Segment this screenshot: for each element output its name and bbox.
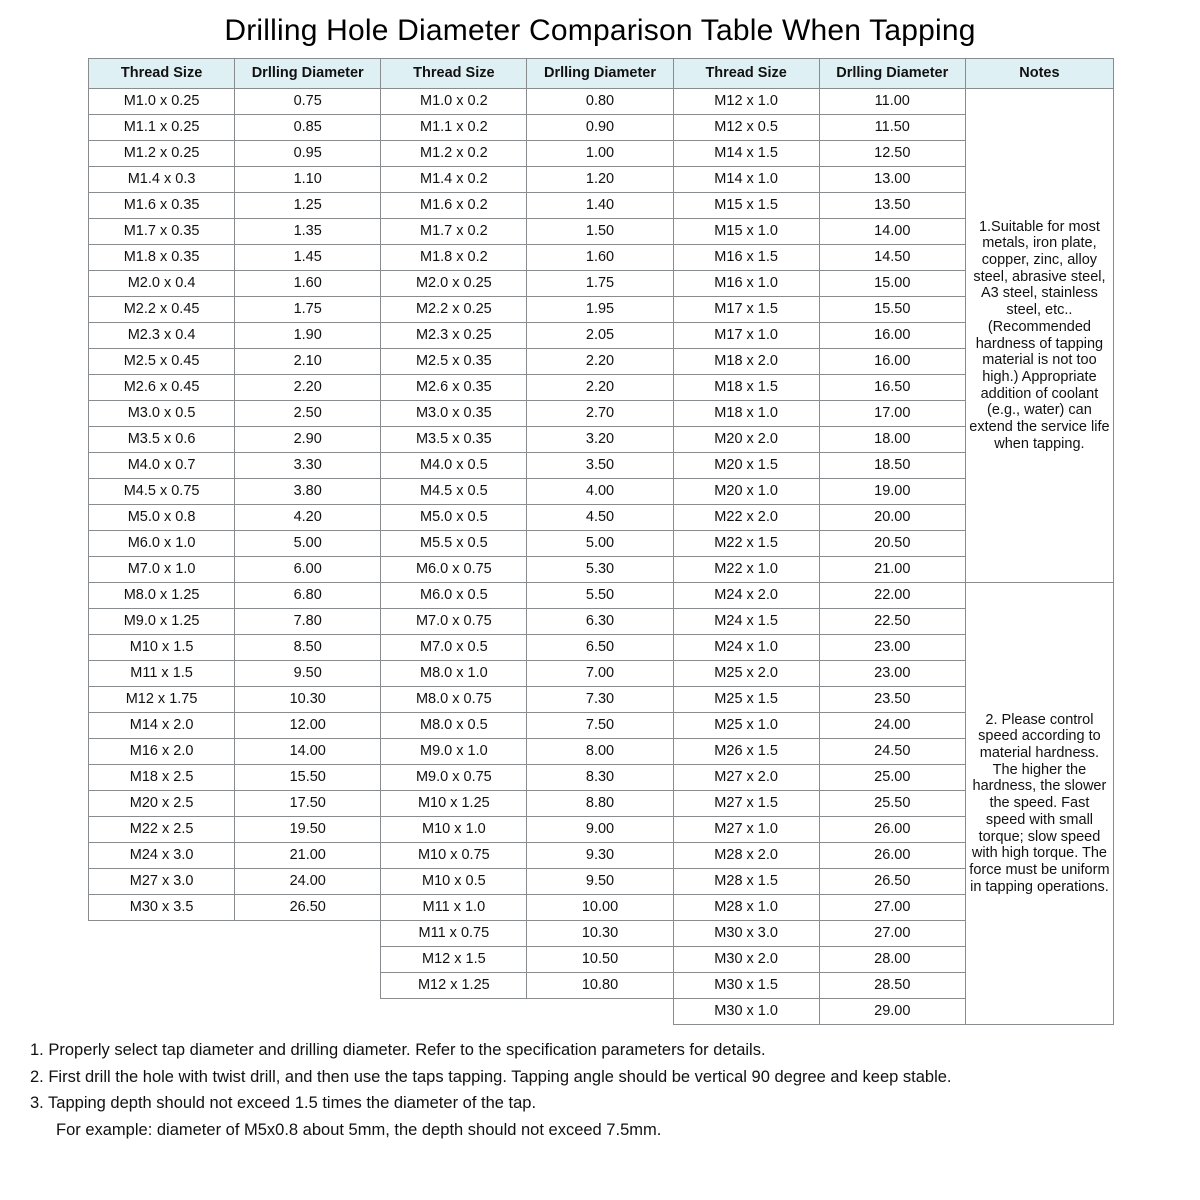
table-cell-thread-size: M2.6 x 0.45 [89, 375, 235, 401]
table-cell-drilling-diameter: 9.50 [235, 661, 381, 687]
table-cell-thread-size: M20 x 1.5 [673, 453, 819, 479]
table-cell-thread-size: M5.5 x 0.5 [381, 531, 527, 557]
table-cell-thread-size: M2.5 x 0.35 [381, 349, 527, 375]
table-cell-drilling-diameter: 1.75 [527, 271, 673, 297]
table-cell-drilling-diameter: 26.00 [819, 817, 965, 843]
table-cell-thread-size: M30 x 3.0 [673, 921, 819, 947]
table-row [89, 193, 1114, 219]
table-cell-thread-size: M18 x 1.0 [673, 401, 819, 427]
table-cell-drilling-diameter: 2.10 [235, 349, 381, 375]
table-cell-thread-size: M25 x 1.0 [673, 713, 819, 739]
footnote-1: 1. Properly select tap diameter and drilling diameter. Refer to the specification parameters for details. [30, 1041, 766, 1059]
table-cell-thread-size: M26 x 1.5 [673, 739, 819, 765]
table-cell-thread-size: M25 x 1.5 [673, 687, 819, 713]
table-row [89, 297, 1114, 323]
footnote-3-example: For example: diameter of M5x0.8 about 5mm, the depth should not exceed 7.5mm. [56, 1121, 662, 1140]
table-row [89, 791, 1114, 817]
table-cell-drilling-diameter: 3.30 [235, 453, 381, 479]
table-cell-thread-size: M9.0 x 0.75 [381, 765, 527, 791]
footnote-2: 2. First drill the hole with twist drill, and then use the taps tapping. Tapping angle should be vertical 90 degree and keep stable. [30, 1067, 952, 1086]
table-cell-drilling-diameter: 13.50 [819, 193, 965, 219]
table-cell-thread-size: M11 x 0.75 [381, 921, 527, 947]
table-cell-drilling-diameter: 1.95 [527, 297, 673, 323]
table-cell-thread-size: M1.8 x 0.2 [381, 245, 527, 271]
table-cell-thread-size: M30 x 3.5 [89, 895, 235, 921]
table-cell-thread-size: M16 x 2.0 [89, 739, 235, 765]
table-cell-thread-size: M22 x 1.0 [673, 557, 819, 583]
table-cell-drilling-diameter: 7.00 [527, 661, 673, 687]
table-row [89, 843, 1114, 869]
table-cell-thread-size: M6.0 x 0.5 [381, 583, 527, 609]
table-cell-thread-size: M4.5 x 0.75 [89, 479, 235, 505]
table-cell-drilling-diameter: 13.00 [819, 167, 965, 193]
table-cell-drilling-diameter: 0.85 [235, 115, 381, 141]
column-header-thread-size-2: Thread Size [381, 59, 527, 89]
table-cell-thread-size: M1.7 x 0.35 [89, 219, 235, 245]
table-cell-thread-size: M4.0 x 0.7 [89, 453, 235, 479]
table-cell-drilling-diameter: 6.30 [527, 609, 673, 635]
table-cell-drilling-diameter: 19.00 [819, 479, 965, 505]
table-row [89, 713, 1114, 739]
table-cell-drilling-diameter: 11.50 [819, 115, 965, 141]
table-cell-empty [235, 947, 381, 973]
table-cell-drilling-diameter: 24.50 [819, 739, 965, 765]
table-cell-thread-size: M8.0 x 1.25 [89, 583, 235, 609]
table-cell-thread-size: M22 x 1.5 [673, 531, 819, 557]
table-cell-drilling-diameter: 21.00 [235, 843, 381, 869]
table-cell-empty [89, 973, 235, 999]
table-cell-thread-size: M18 x 1.5 [673, 375, 819, 401]
table-cell-thread-size: M1.6 x 0.2 [381, 193, 527, 219]
table-cell-empty [235, 973, 381, 999]
table-cell-drilling-diameter: 24.00 [819, 713, 965, 739]
table-cell-drilling-diameter: 0.80 [527, 89, 673, 115]
table-row [89, 167, 1114, 193]
table-cell-thread-size: M9.0 x 1.25 [89, 609, 235, 635]
table-cell-drilling-diameter: 10.00 [527, 895, 673, 921]
table-cell-drilling-diameter: 1.20 [527, 167, 673, 193]
table-cell-drilling-diameter: 20.00 [819, 505, 965, 531]
table-row [89, 635, 1114, 661]
table-row [89, 973, 1114, 999]
table-row [89, 869, 1114, 895]
table-cell-drilling-diameter: 15.50 [819, 297, 965, 323]
column-header-drilling-diameter-2: Drlling Diameter [527, 59, 673, 89]
table-row [89, 323, 1114, 349]
table-cell-thread-size: M7.0 x 0.5 [381, 635, 527, 661]
table-cell-drilling-diameter: 15.50 [235, 765, 381, 791]
table-cell-thread-size: M27 x 1.5 [673, 791, 819, 817]
table-cell-drilling-diameter: 1.40 [527, 193, 673, 219]
table-cell-thread-size: M10 x 1.25 [381, 791, 527, 817]
table-cell-drilling-diameter: 18.00 [819, 427, 965, 453]
table-cell-thread-size: M2.0 x 0.25 [381, 271, 527, 297]
table-cell-drilling-diameter: 23.00 [819, 635, 965, 661]
header-row [89, 59, 1114, 89]
table-cell-drilling-diameter: 9.30 [527, 843, 673, 869]
table-cell-empty [381, 999, 527, 1025]
table-cell-thread-size: M16 x 1.5 [673, 245, 819, 271]
table-cell-thread-size: M1.1 x 0.2 [381, 115, 527, 141]
table-row [89, 999, 1114, 1025]
table-cell-thread-size: M1.8 x 0.35 [89, 245, 235, 271]
table-cell-drilling-diameter: 10.80 [527, 973, 673, 999]
table-cell-drilling-diameter: 17.50 [235, 791, 381, 817]
table-row [89, 895, 1114, 921]
table-cell-thread-size: M14 x 1.0 [673, 167, 819, 193]
table-cell-thread-size: M24 x 1.0 [673, 635, 819, 661]
table-cell-thread-size: M14 x 2.0 [89, 713, 235, 739]
table-row [89, 921, 1114, 947]
table-cell-drilling-diameter: 1.10 [235, 167, 381, 193]
table-row [89, 453, 1114, 479]
table-cell-thread-size: M30 x 1.5 [673, 973, 819, 999]
table-row [89, 89, 1114, 115]
table-cell-thread-size: M3.0 x 0.5 [89, 401, 235, 427]
table-cell-thread-size: M24 x 3.0 [89, 843, 235, 869]
table-cell-drilling-diameter: 17.00 [819, 401, 965, 427]
table-cell-drilling-diameter: 1.25 [235, 193, 381, 219]
table-cell-thread-size: M2.0 x 0.4 [89, 271, 235, 297]
table-cell-thread-size: M1.2 x 0.25 [89, 141, 235, 167]
table-cell-thread-size: M15 x 1.5 [673, 193, 819, 219]
table-row [89, 661, 1114, 687]
table-cell-drilling-diameter: 1.50 [527, 219, 673, 245]
table-cell-thread-size: M1.6 x 0.35 [89, 193, 235, 219]
table-cell-drilling-diameter: 2.70 [527, 401, 673, 427]
table-cell-thread-size: M8.0 x 1.0 [381, 661, 527, 687]
table-cell-thread-size: M24 x 2.0 [673, 583, 819, 609]
table-cell-thread-size: M27 x 2.0 [673, 765, 819, 791]
table-cell-thread-size: M3.5 x 0.6 [89, 427, 235, 453]
table-cell-drilling-diameter: 27.00 [819, 921, 965, 947]
table-row [89, 375, 1114, 401]
table-cell-drilling-diameter: 6.50 [527, 635, 673, 661]
table-cell-drilling-diameter: 24.00 [235, 869, 381, 895]
table-cell-thread-size: M8.0 x 0.5 [381, 713, 527, 739]
table-row [89, 583, 1114, 609]
notes-cell-1: 1.Suitable for most metals, iron plate, copper, zinc, alloy steel, abrasive steel, A3 steel, stainless steel, etc..(Recommended hardness of tapping material is not too high.) Appropriate addition of coolant (e.g., water) can extend the service life when tapping. [965, 89, 1113, 583]
table-row [89, 349, 1114, 375]
table-cell-thread-size: M1.0 x 0.25 [89, 89, 235, 115]
table-header [89, 59, 1114, 89]
table-cell-thread-size: M1.0 x 0.2 [381, 89, 527, 115]
table-cell-thread-size: M1.7 x 0.2 [381, 219, 527, 245]
table-cell-drilling-diameter: 2.20 [235, 375, 381, 401]
table-cell-thread-size: M27 x 3.0 [89, 869, 235, 895]
table-cell-thread-size: M12 x 1.75 [89, 687, 235, 713]
table-cell-thread-size: M8.0 x 0.75 [381, 687, 527, 713]
table-cell-thread-size: M25 x 2.0 [673, 661, 819, 687]
table-cell-thread-size: M30 x 2.0 [673, 947, 819, 973]
table-cell-empty [235, 921, 381, 947]
table-cell-drilling-diameter: 11.00 [819, 89, 965, 115]
table-row [89, 947, 1114, 973]
table-cell-drilling-diameter: 3.20 [527, 427, 673, 453]
table-row [89, 765, 1114, 791]
table-cell-drilling-diameter: 1.60 [527, 245, 673, 271]
table-row [89, 115, 1114, 141]
table-cell-drilling-diameter: 26.50 [235, 895, 381, 921]
table-cell-thread-size: M20 x 2.0 [673, 427, 819, 453]
table-row [89, 245, 1114, 271]
table-cell-thread-size: M5.0 x 0.8 [89, 505, 235, 531]
table-cell-thread-size: M1.4 x 0.3 [89, 167, 235, 193]
table-cell-empty [235, 999, 381, 1025]
footnote-3: 3. Tapping depth should not exceed 1.5 times the diameter of the tap. [30, 1094, 537, 1113]
table-cell-drilling-diameter: 5.50 [527, 583, 673, 609]
table-cell-drilling-diameter: 9.50 [527, 869, 673, 895]
table-cell-drilling-diameter: 8.80 [527, 791, 673, 817]
table-cell-drilling-diameter: 25.00 [819, 765, 965, 791]
table-cell-thread-size: M28 x 1.5 [673, 869, 819, 895]
table-cell-drilling-diameter: 2.90 [235, 427, 381, 453]
column-header-notes: Notes [965, 59, 1113, 89]
table-cell-drilling-diameter: 4.50 [527, 505, 673, 531]
table-cell-drilling-diameter: 3.50 [527, 453, 673, 479]
table-cell-drilling-diameter: 22.00 [819, 583, 965, 609]
table-cell-drilling-diameter: 27.00 [819, 895, 965, 921]
table-row [89, 609, 1114, 635]
table-cell-thread-size: M28 x 2.0 [673, 843, 819, 869]
table-cell-thread-size: M2.3 x 0.25 [381, 323, 527, 349]
table-cell-drilling-diameter: 5.00 [527, 531, 673, 557]
table-cell-drilling-diameter: 8.00 [527, 739, 673, 765]
table-cell-drilling-diameter: 1.60 [235, 271, 381, 297]
table-cell-thread-size: M14 x 1.5 [673, 141, 819, 167]
table-row [89, 557, 1114, 583]
table-cell-drilling-diameter: 2.05 [527, 323, 673, 349]
table-cell-thread-size: M12 x 0.5 [673, 115, 819, 141]
page-title: Drilling Hole Diameter Comparison Table When Tapping [224, 14, 976, 47]
table-row [89, 271, 1114, 297]
table-cell-drilling-diameter: 14.00 [235, 739, 381, 765]
column-header-thread-size-1: Thread Size [89, 59, 235, 89]
table-cell-thread-size: M7.0 x 1.0 [89, 557, 235, 583]
table-cell-thread-size: M12 x 1.0 [673, 89, 819, 115]
table-container [0, 58, 1200, 1025]
table-cell-drilling-diameter: 22.50 [819, 609, 965, 635]
column-header-drilling-diameter-3: Drlling Diameter [819, 59, 965, 89]
table-cell-thread-size: M1.4 x 0.2 [381, 167, 527, 193]
table-cell-thread-size: M18 x 2.5 [89, 765, 235, 791]
table-cell-thread-size: M2.2 x 0.25 [381, 297, 527, 323]
table-cell-thread-size: M16 x 1.0 [673, 271, 819, 297]
table-cell-drilling-diameter: 16.50 [819, 375, 965, 401]
table-cell-drilling-diameter: 1.75 [235, 297, 381, 323]
table-cell-empty [89, 999, 235, 1025]
table-cell-thread-size: M1.1 x 0.25 [89, 115, 235, 141]
table-cell-drilling-diameter: 0.90 [527, 115, 673, 141]
table-cell-thread-size: M27 x 1.0 [673, 817, 819, 843]
table-cell-thread-size: M17 x 1.5 [673, 297, 819, 323]
table-cell-drilling-diameter: 10.50 [527, 947, 673, 973]
table-cell-drilling-diameter: 28.00 [819, 947, 965, 973]
table-cell-drilling-diameter: 4.20 [235, 505, 381, 531]
table-cell-thread-size: M20 x 1.0 [673, 479, 819, 505]
table-cell-drilling-diameter: 3.80 [235, 479, 381, 505]
table-cell-drilling-diameter: 19.50 [235, 817, 381, 843]
table-cell-drilling-diameter: 7.50 [527, 713, 673, 739]
table-cell-drilling-diameter: 2.20 [527, 375, 673, 401]
table-cell-drilling-diameter: 10.30 [527, 921, 673, 947]
table-cell-thread-size: M6.0 x 1.0 [89, 531, 235, 557]
table-row [89, 531, 1114, 557]
table-row [89, 687, 1114, 713]
table-cell-drilling-diameter: 29.00 [819, 999, 965, 1025]
table-cell-drilling-diameter: 21.00 [819, 557, 965, 583]
table-row [89, 505, 1114, 531]
table-cell-thread-size: M17 x 1.0 [673, 323, 819, 349]
table-cell-thread-size: M11 x 1.5 [89, 661, 235, 687]
table-cell-thread-size: M5.0 x 0.5 [381, 505, 527, 531]
table-cell-drilling-diameter: 12.00 [235, 713, 381, 739]
table-cell-thread-size: M3.0 x 0.35 [381, 401, 527, 427]
notes-cell-2: 2. Please control speed according to material hardness. The higher the hardness, the slower the speed. Fast speed with small torque; slow speed with high torque. The force must be uniform in tapping operations. [965, 583, 1113, 1025]
table-cell-thread-size: M4.5 x 0.5 [381, 479, 527, 505]
table-row [89, 427, 1114, 453]
column-header-thread-size-3: Thread Size [673, 59, 819, 89]
table-cell-drilling-diameter: 1.45 [235, 245, 381, 271]
table-cell-drilling-diameter: 0.75 [235, 89, 381, 115]
table-cell-drilling-diameter: 9.00 [527, 817, 673, 843]
table-cell-thread-size: M20 x 2.5 [89, 791, 235, 817]
table-cell-empty [89, 921, 235, 947]
table-cell-thread-size: M10 x 1.0 [381, 817, 527, 843]
table-cell-drilling-diameter: 7.80 [235, 609, 381, 635]
table-cell-drilling-diameter: 6.00 [235, 557, 381, 583]
table-cell-drilling-diameter: 2.50 [235, 401, 381, 427]
table-cell-thread-size: M1.2 x 0.2 [381, 141, 527, 167]
table-cell-thread-size: M2.2 x 0.45 [89, 297, 235, 323]
table-cell-thread-size: M6.0 x 0.75 [381, 557, 527, 583]
table-cell-drilling-diameter: 28.50 [819, 973, 965, 999]
table-cell-thread-size: M2.3 x 0.4 [89, 323, 235, 349]
table-cell-thread-size: M10 x 0.75 [381, 843, 527, 869]
table-cell-thread-size: M22 x 2.5 [89, 817, 235, 843]
table-cell-thread-size: M12 x 1.5 [381, 947, 527, 973]
table-cell-thread-size: M9.0 x 1.0 [381, 739, 527, 765]
table-cell-thread-size: M22 x 2.0 [673, 505, 819, 531]
table-cell-drilling-diameter: 16.00 [819, 323, 965, 349]
table-cell-empty [527, 999, 673, 1025]
table-cell-thread-size: M18 x 2.0 [673, 349, 819, 375]
table-cell-drilling-diameter: 8.30 [527, 765, 673, 791]
table-cell-drilling-diameter: 6.80 [235, 583, 381, 609]
table-cell-drilling-diameter: 20.50 [819, 531, 965, 557]
table-row [89, 219, 1114, 245]
table-cell-drilling-diameter: 5.00 [235, 531, 381, 557]
drilling-diameter-table [88, 58, 1114, 1025]
table-row [89, 141, 1114, 167]
table-cell-drilling-diameter: 7.30 [527, 687, 673, 713]
table-cell-thread-size: M10 x 0.5 [381, 869, 527, 895]
table-cell-drilling-diameter: 10.30 [235, 687, 381, 713]
table-cell-thread-size: M2.6 x 0.35 [381, 375, 527, 401]
table-cell-drilling-diameter: 14.50 [819, 245, 965, 271]
table-cell-thread-size: M2.5 x 0.45 [89, 349, 235, 375]
table-cell-thread-size: M15 x 1.0 [673, 219, 819, 245]
table-cell-drilling-diameter: 12.50 [819, 141, 965, 167]
table-cell-thread-size: M28 x 1.0 [673, 895, 819, 921]
table-cell-drilling-diameter: 14.00 [819, 219, 965, 245]
table-cell-drilling-diameter: 25.50 [819, 791, 965, 817]
column-header-drilling-diameter-1: Drlling Diameter [235, 59, 381, 89]
table-row [89, 739, 1114, 765]
table-cell-thread-size: M7.0 x 0.75 [381, 609, 527, 635]
table-row [89, 479, 1114, 505]
table-cell-empty [89, 947, 235, 973]
table-cell-thread-size: M3.5 x 0.35 [381, 427, 527, 453]
table-cell-drilling-diameter: 1.90 [235, 323, 381, 349]
table-cell-drilling-diameter: 26.50 [819, 869, 965, 895]
table-cell-drilling-diameter: 23.00 [819, 661, 965, 687]
table-cell-thread-size: M24 x 1.5 [673, 609, 819, 635]
table-cell-thread-size: M4.0 x 0.5 [381, 453, 527, 479]
table-row [89, 817, 1114, 843]
footnotes [0, 1025, 1200, 1144]
table-cell-drilling-diameter: 4.00 [527, 479, 673, 505]
table-cell-drilling-diameter: 16.00 [819, 349, 965, 375]
table-cell-thread-size: M30 x 1.0 [673, 999, 819, 1025]
table-cell-drilling-diameter: 23.50 [819, 687, 965, 713]
table-cell-thread-size: M11 x 1.0 [381, 895, 527, 921]
table-row [89, 401, 1114, 427]
table-cell-drilling-diameter: 1.00 [527, 141, 673, 167]
table-cell-drilling-diameter: 1.35 [235, 219, 381, 245]
table-cell-drilling-diameter: 26.00 [819, 843, 965, 869]
table-cell-thread-size: M10 x 1.5 [89, 635, 235, 661]
table-cell-thread-size: M12 x 1.25 [381, 973, 527, 999]
table-cell-drilling-diameter: 18.50 [819, 453, 965, 479]
table-body [89, 89, 1114, 1025]
table-cell-drilling-diameter: 8.50 [235, 635, 381, 661]
table-cell-drilling-diameter: 15.00 [819, 271, 965, 297]
table-cell-drilling-diameter: 0.95 [235, 141, 381, 167]
table-cell-drilling-diameter: 2.20 [527, 349, 673, 375]
table-cell-drilling-diameter: 5.30 [527, 557, 673, 583]
